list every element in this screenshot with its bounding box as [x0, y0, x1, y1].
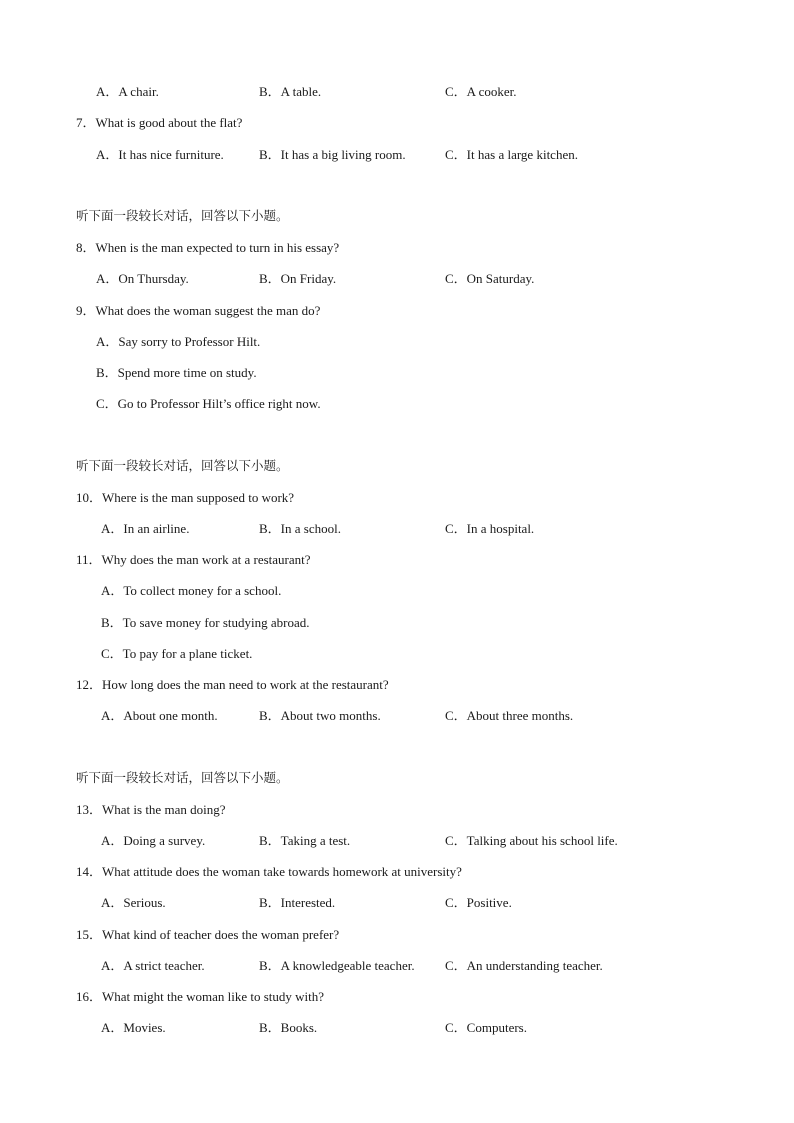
q10-option-b: B．In a school. [259, 521, 341, 536]
q10-option-c: C．In a hospital. [445, 521, 535, 536]
q9-option-a: A．Say sorry to Professor Hilt. [96, 334, 261, 349]
q8-option-b: B．On Friday. [259, 271, 337, 286]
q15-option-c: C．An understanding teacher. [445, 958, 603, 973]
q9-option-b: B．Spend more time on study. [96, 365, 257, 380]
q6-option-c: C．A cooker. [445, 84, 517, 99]
section-header-2: 听下面一段较长对话，回答以下小题。 [76, 458, 289, 473]
q16-stem: 16．What might the woman like to study with? [76, 989, 325, 1004]
q10-option-a: A．In an airline. [101, 521, 190, 536]
q11-stem: 11．Why does the man work at a restaurant? [76, 552, 311, 567]
q7-option-b: B．It has a big living room. [259, 147, 406, 162]
q6-option-a: A．A chair. [96, 84, 159, 99]
q11-option-a: A．To collect money for a school. [101, 583, 282, 598]
q13-option-b: B．Taking a test. [259, 833, 351, 848]
q8-option-c: C．On Saturday. [445, 271, 535, 286]
q7-option-c: C．It has a large kitchen. [445, 147, 578, 162]
q16-option-a: A．Movies. [101, 1020, 166, 1035]
q9-option-c: C．Go to Professor Hilt’s office right now. [96, 396, 321, 411]
q13-stem: 13．What is the man doing? [76, 802, 226, 817]
q15-option-b: B．A knowledgeable teacher. [259, 958, 415, 973]
q11-option-b: B．To save money for studying abroad. [101, 615, 310, 630]
q13-option-c: C．Talking about his school life. [445, 833, 618, 848]
q16-option-b: B．Books. [259, 1020, 318, 1035]
section-header-3: 听下面一段较长对话，回答以下小题。 [76, 770, 289, 785]
q10-stem: 10．Where is the man supposed to work? [76, 490, 295, 505]
q12-stem: 12．How long does the man need to work at the restaurant? [76, 677, 389, 692]
q14-option-a: A．Serious. [101, 895, 166, 910]
q6-option-b: B．A table. [259, 84, 322, 99]
q15-stem: 15．What kind of teacher does the woman prefer? [76, 927, 340, 942]
q14-option-c: C．Positive. [445, 895, 512, 910]
q15-option-a: A．A strict teacher. [101, 958, 205, 973]
q13-option-a: A．Doing a survey. [101, 833, 206, 848]
q9-stem: 9．What does the woman suggest the man do? [76, 303, 321, 318]
q12-option-b: B．About two months. [259, 708, 381, 723]
q7-stem: 7．What is good about the flat? [76, 115, 243, 130]
q14-stem: 14．What attitude does the woman take towards homework at university? [76, 864, 462, 879]
q16-option-c: C．Computers. [445, 1020, 527, 1035]
q7-option-a: A．It has nice furniture. [96, 147, 224, 162]
q8-stem: 8．When is the man expected to turn in his essay? [76, 240, 340, 255]
q12-option-c: C．About three months. [445, 708, 574, 723]
q12-option-a: A．About one month. [101, 708, 218, 723]
q11-option-c: C．To pay for a plane ticket. [101, 646, 253, 661]
section-header-1: 听下面一段较长对话，回答以下小题。 [76, 208, 289, 223]
q14-option-b: B．Interested. [259, 895, 336, 910]
q8-option-a: A．On Thursday. [96, 271, 189, 286]
